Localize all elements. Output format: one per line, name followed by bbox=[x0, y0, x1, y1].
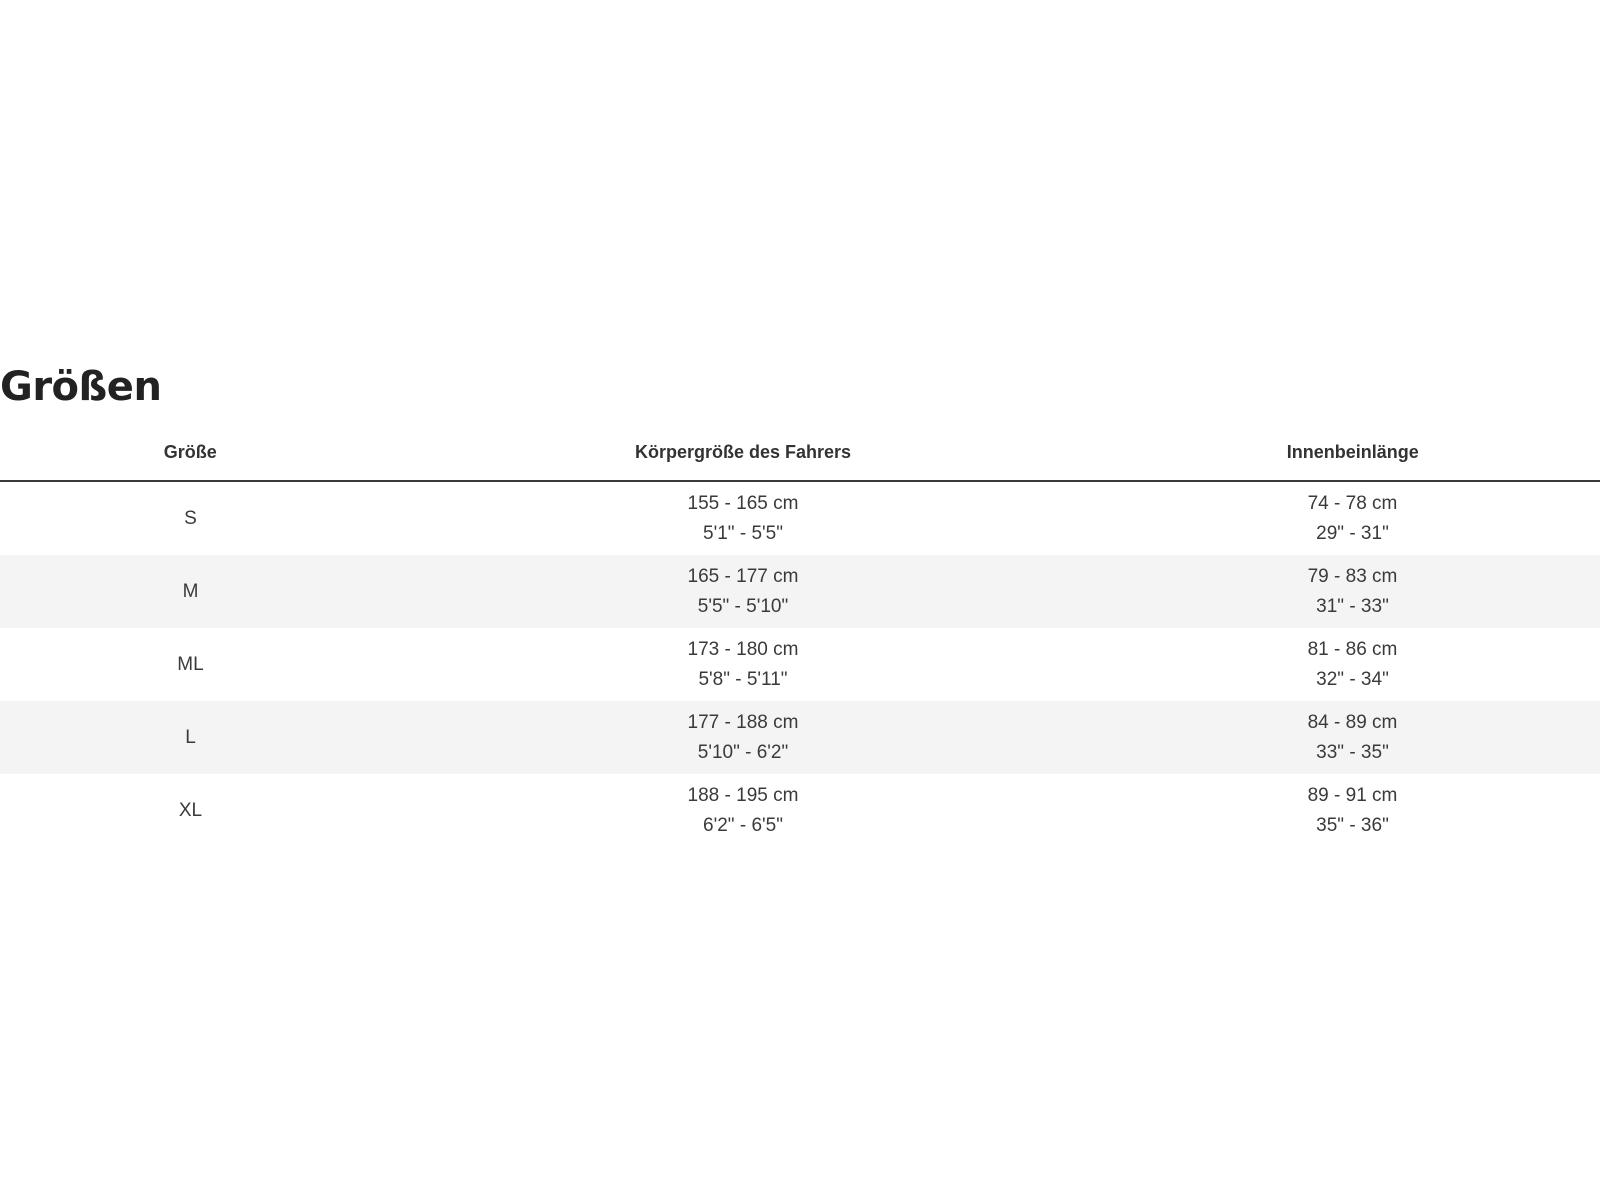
inseam-in: 31" - 33" bbox=[1316, 595, 1389, 617]
header-inseam: Innenbeinlänge bbox=[1105, 430, 1600, 481]
inseam-cm: 89 - 91 cm bbox=[1307, 784, 1398, 806]
header-rider-height: Körpergröße des Fahrers bbox=[381, 430, 1105, 481]
height-cm: 173 - 180 cm bbox=[687, 638, 799, 660]
height-cm: 177 - 188 cm bbox=[687, 711, 799, 733]
size-cell: XL bbox=[178, 799, 203, 821]
rider-height-cell bbox=[381, 481, 1105, 555]
table-row bbox=[0, 555, 1600, 628]
rider-height-cell bbox=[381, 628, 1105, 701]
size-cell: ML bbox=[177, 653, 204, 675]
inseam-cm: 81 - 86 cm bbox=[1307, 638, 1398, 660]
size-cell: S bbox=[184, 507, 197, 529]
size-cell: M bbox=[0, 555, 381, 628]
table-row bbox=[0, 774, 1600, 847]
height-in: 5'1" - 5'5" bbox=[703, 522, 783, 544]
inseam-cell bbox=[1105, 555, 1600, 628]
header-size: Größe bbox=[0, 430, 381, 481]
inseam-cm: 84 - 89 cm bbox=[1307, 711, 1398, 733]
inseam-in: 35" - 36" bbox=[1316, 814, 1389, 836]
height-cm: 165 - 177 cm bbox=[687, 565, 799, 587]
size-chart-table bbox=[0, 430, 1600, 847]
rider-height-cell bbox=[381, 774, 1105, 847]
height-cm: 155 - 165 cm bbox=[687, 492, 799, 514]
inseam-cell bbox=[1105, 481, 1600, 555]
height-in: 5'5" - 5'10" bbox=[697, 595, 789, 617]
inseam-cell bbox=[1105, 774, 1600, 847]
height-in: 5'10" - 6'2" bbox=[697, 741, 789, 763]
inseam-in: 29" - 31" bbox=[1316, 522, 1389, 544]
table-header-row bbox=[0, 430, 1600, 481]
inseam-cm: 79 - 83 cm bbox=[1307, 565, 1398, 587]
table-row bbox=[0, 701, 1600, 774]
rider-height-cell bbox=[381, 701, 1105, 774]
height-in: 6'2" - 6'5" bbox=[703, 814, 783, 836]
table-row bbox=[0, 481, 1600, 555]
inseam-cell bbox=[1105, 628, 1600, 701]
page-title: Größen bbox=[0, 364, 162, 410]
height-in: 5'8" - 5'11" bbox=[698, 668, 788, 690]
inseam-in: 32" - 34" bbox=[1316, 668, 1389, 690]
rider-height-cell bbox=[381, 555, 1105, 628]
inseam-cm: 74 - 78 cm bbox=[1307, 492, 1398, 514]
height-cm: 188 - 195 cm bbox=[687, 784, 799, 806]
size-cell: L bbox=[0, 701, 381, 774]
inseam-cell bbox=[1105, 701, 1600, 774]
table-row bbox=[0, 628, 1600, 701]
inseam-in: 33" - 35" bbox=[1316, 741, 1389, 763]
